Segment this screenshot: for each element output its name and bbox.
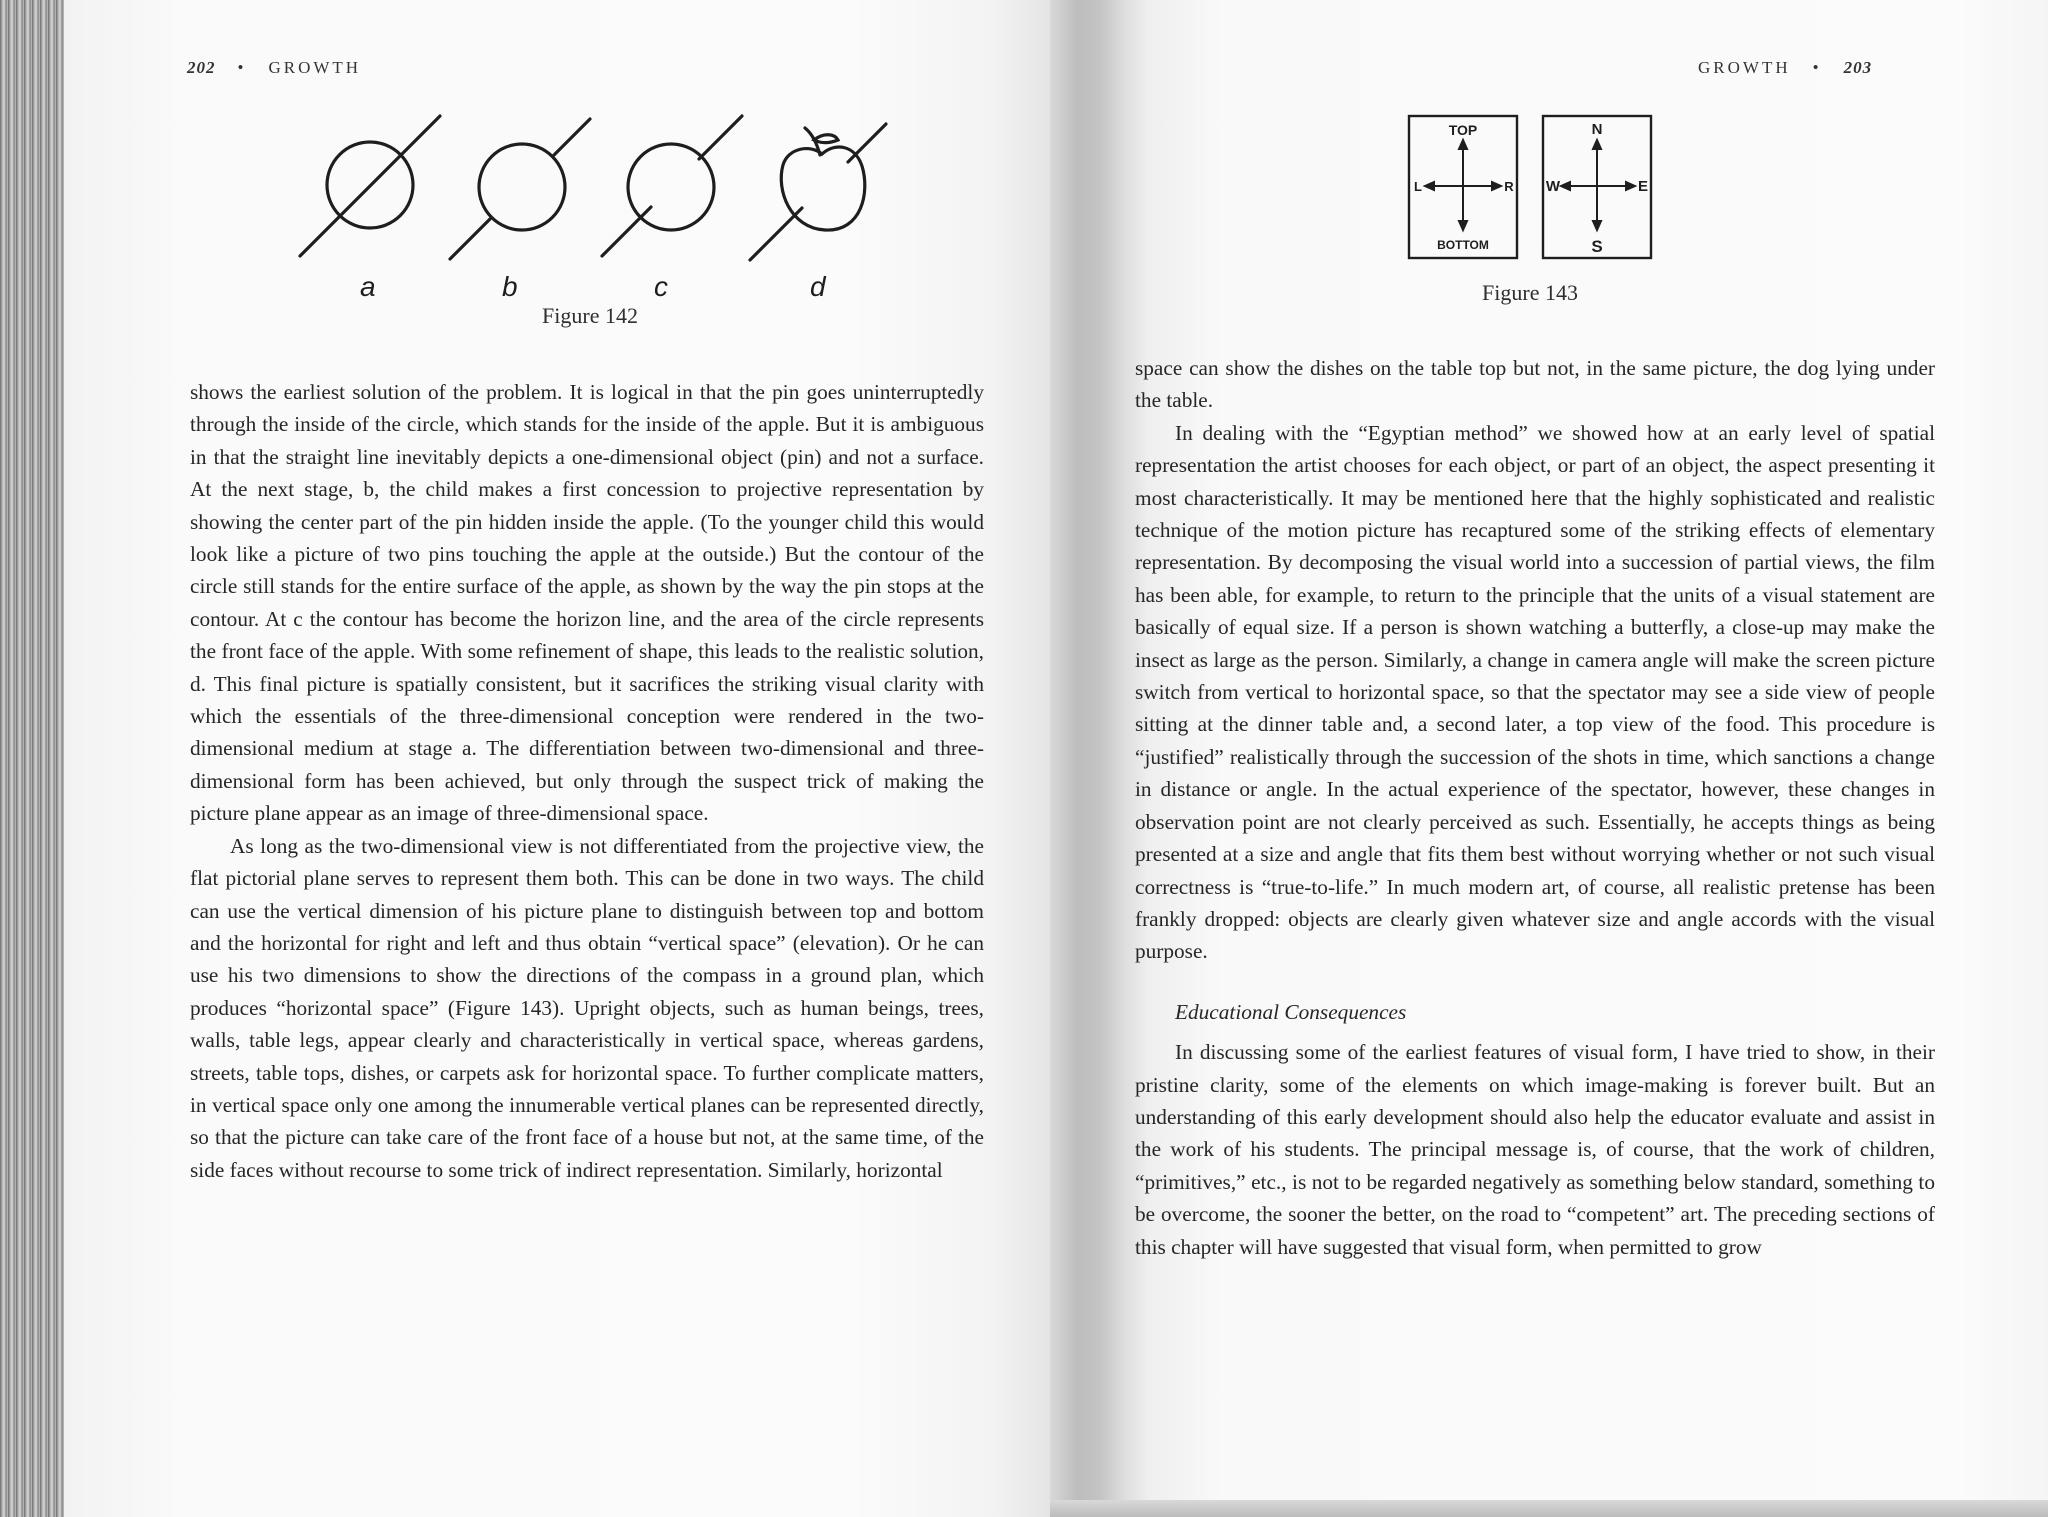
figure-142-apple-a	[300, 116, 440, 256]
figure-142-apple-c	[602, 116, 742, 256]
book-binding-edge	[0, 0, 64, 1517]
right-paragraph-2: In dealing with the “Egyptian method” we showed how at an early level of spatial representation the artist chooses for each object, or part of an object, the aspect presenting it most characteristically. It may be mentioned here that the highly sophisticated and realistic technique of the motion picture has recaptured some of the striking effects of elementary representation. By decomposing the visual world into a succession of partial views, the film has been able, for example, to return to the principle that the units of a visual statement are basically of equal size. If a person is shown watching a butterfly, a close-up may make the insect as large as the person. Similarly, a change in camera angle will make the screen picture switch from vertical to horizontal space, so that the spectator may see a side view of people sitting at the dinner table and, a second later, a top view of the food. This procedure is “justified” realistically through the succession of the shots in time, which sanctions a change in distance or angle. In the actual experience of the spectator, however, these changes in observation point are not clearly perceived as such. Essentially, he accepts things as being presented at a size and angle that fits them best without worrying whether or not such visual correctness is “true-to-life.” In much modern art, of course, all realistic pretense has been frankly dropped: objects are clearly given whatever size and angle accords with the visual purpose.	[1135, 420, 1935, 964]
right-paragraph-3: In discussing some of the earliest features of visual form, I have tried to show, in their pristine clarity, some of the elements on which image-making is forever built. But an understanding of this early development should also help the educator evaluate and assist in the work of his students. The principal message is, of course, that the work of children, “primitives,” etc., is not to be regarded negatively as something below standard, something to be overcome, the sooner the better, on the road to “competent” art. The preceding sections of this chapter will have suggested that visual form, when permitted to grow	[1135, 1040, 1935, 1259]
left-page-number: 202	[187, 58, 216, 77]
figure-142-label-a: a	[360, 271, 376, 300]
figure-142-caption: Figure 142	[542, 303, 638, 328]
right-page-text	[1135, 352, 1935, 1263]
figure-143-label-north: N	[1591, 121, 1603, 138]
head-separator-dot: •	[237, 58, 247, 77]
head-separator-dot: •	[1812, 58, 1822, 77]
figure-142-label-c: c	[654, 271, 668, 300]
left-page-text	[190, 376, 984, 1186]
figure-143-label-east: E	[1637, 178, 1649, 195]
left-paragraph-1: shows the earliest solution of the problem. It is logical in that the pin goes uninterruptedly through the inside of the circle, which stands for the inside of the apple. But it is ambiguous in that the straight line inevitably depicts a one-dimensional object (pin) and not a surface. At the next stage, b, the child makes a first concession to projective representation by showing the center part of the pin hidden inside the apple. (To the younger child this would look like a picture of two pins touching the apple at the outside.) But the contour of the circle still stands for the entire surface of the apple, as shown by the way the pin stops at the contour. At c the contour has become the horizon line, and the area of the circle represents the front face of the apple. With some refinement of shape, this leads to the realistic solution, d. This final picture is spatially consistent, but it sacrifices the striking visual clarity with which the essentials of the three-dimensional conception were rendered in the two-dimensional medium at stage a. The differentiation between two-dimensional and three-dimensional form has been achieved, but only through the suspect trick of making the picture plane appear as an image of three-dimensional space.	[190, 380, 984, 826]
figure-142-label-d: d	[810, 271, 826, 300]
figure-143-label-south: S	[1591, 237, 1603, 256]
figure-143-label-right: R	[1504, 179, 1514, 194]
right-running-head	[1698, 58, 1872, 78]
figure-143-vertical-space-box	[1409, 116, 1517, 258]
figure-142-drawing	[290, 110, 890, 300]
left-paragraph-2: As long as the two-dimensional view is not differentiated from the projective view, the flat pictorial plane serves to represent them both. This can be done in two ways. The child can use the vertical dimension of his picture plane to distinguish between top and bottom and the horizontal for right and left and thus obtain “vertical space” (elevation). Or he can use his two dimensions to show the directions of the compass in a ground plan, which produces “horizontal space” (Figure 143). Upright objects, such as human beings, trees, walls, table legs, appear clearly and characteristically in vertical space, whereas gardens, streets, table tops, dishes, or carpets ask for horizontal space. To further complicate matters, in vertical space only one among the innumerable vertical planes can be represented directly, so that the picture can take care of the front face of a house but not, at the same time, of the side faces without recourse to some trick of indirect representation. Similarly, horizontal	[190, 833, 984, 1182]
section-heading: Educational Consequences	[1175, 999, 1407, 1024]
figure-143-drawing	[1405, 114, 1665, 264]
right-paragraph-1: space can show the dishes on the table top but not, in the same picture, the dog lying under the table.	[1135, 356, 1935, 413]
right-running-title: GROWTH	[1698, 58, 1791, 77]
figure-142-apple-d	[750, 124, 886, 260]
figure-143-label-bottom: BOTTOM	[1437, 238, 1489, 252]
figure-143-compass-box	[1543, 116, 1651, 258]
figure-142-apple-b	[450, 119, 590, 259]
right-page-number: 203	[1843, 58, 1873, 77]
figure-143-caption: Figure 143	[1482, 280, 1578, 305]
figure-143-label-left: L	[1414, 179, 1422, 194]
figure-143-label-west: W	[1545, 178, 1561, 195]
figure-142-label-b: b	[502, 271, 518, 300]
left-running-title: GROWTH	[268, 58, 362, 77]
left-running-head	[187, 58, 361, 78]
right-page-bottom-edge	[1050, 1500, 2048, 1517]
figure-143-label-top: TOP	[1448, 122, 1478, 138]
